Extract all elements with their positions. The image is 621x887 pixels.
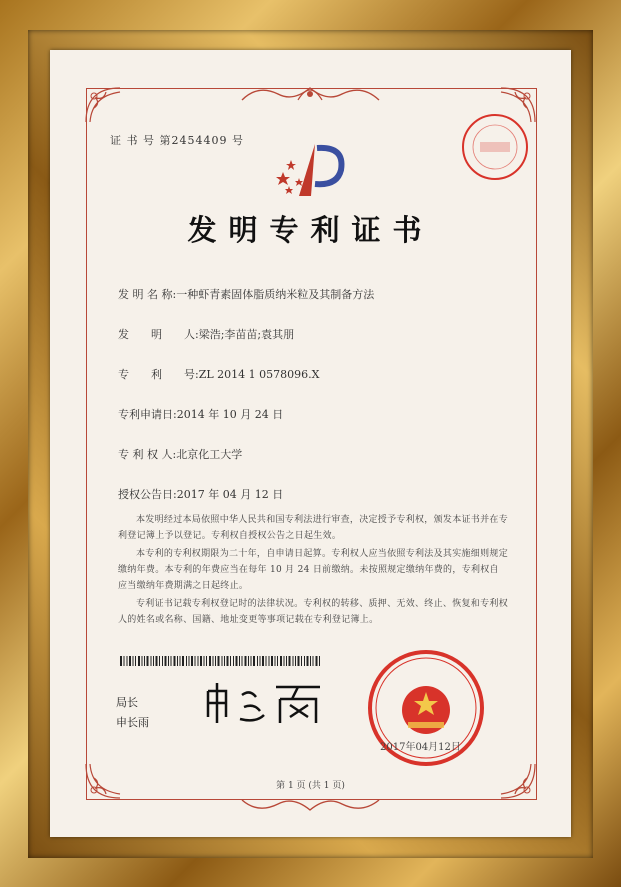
field-label: 发 明 人: — [118, 328, 199, 341]
patentee-field — [118, 446, 242, 462]
field-value: 北京化工大学 — [176, 448, 243, 461]
signature-icon — [200, 677, 330, 727]
corner-ornament-icon — [80, 82, 126, 128]
seal-date: 2017年04月12日 — [380, 742, 461, 753]
filing-date-field — [118, 406, 283, 422]
field-label: 专 利 号: — [118, 368, 199, 381]
certificate-number: 证 书 号 第2454409 号 — [110, 134, 244, 147]
inventor-field — [118, 326, 294, 342]
patent-office-logo-icon — [275, 138, 353, 202]
field-value: 梁浩;李苗苗;袁其朋 — [198, 328, 295, 341]
top-ornament-icon — [238, 80, 383, 106]
invention-name-field — [118, 286, 374, 302]
barcode-icon — [120, 656, 322, 666]
field-label: 发 明 名 称: — [118, 288, 177, 301]
small-red-seal-icon — [460, 112, 530, 182]
field-value: ZL 2014 1 0578096.X — [198, 368, 320, 381]
certificate-paper — [50, 50, 571, 837]
field-label: 专利申请日: — [118, 408, 177, 421]
field-label: 授权公告日: — [118, 488, 177, 501]
director-name: 申长雨 — [116, 716, 149, 729]
field-label: 专 利 权 人: — [118, 448, 177, 461]
field-value: 2014 年 10 月 24 日 — [176, 408, 284, 421]
certificate-title: 发明专利证书 — [187, 213, 434, 247]
page-number: 第 1 页 (共 1 页) — [276, 781, 345, 791]
field-value: 2017 年 04 月 12 日 — [176, 488, 284, 501]
record-paragraph: 专利证书记载专利权登记时的法律状况。专利权的转移、质押、无效、终止、恢复和专利权人的姓名或名称、国籍、地址变更等事项记载在专利登记簿上。 — [118, 599, 509, 625]
patent-number-field — [118, 366, 319, 382]
grant-date-field — [118, 486, 283, 502]
grant-paragraph: 本发明经过本局依照中华人民共和国专利法进行审查，决定授予专利权，颁发本证书并在专利登记簿上予以登记。专利权自授权公告之日起生效。 — [118, 515, 509, 541]
bottom-ornament-icon — [238, 794, 383, 816]
term-paragraph: 本专利的专利权期限为二十年，自申请日起算。专利权人应当依照专利法及其实施细则规定缴纳年费。本专利的年费应当在每年 10 月 24 日前缴纳。未按照规定缴纳年费的，专利权自应当缴纳年费期满之日起终止。 — [118, 549, 509, 591]
director-title: 局长 — [116, 696, 138, 709]
field-value: 一种虾青素固体脂质纳米粒及其制备方法 — [176, 288, 375, 301]
